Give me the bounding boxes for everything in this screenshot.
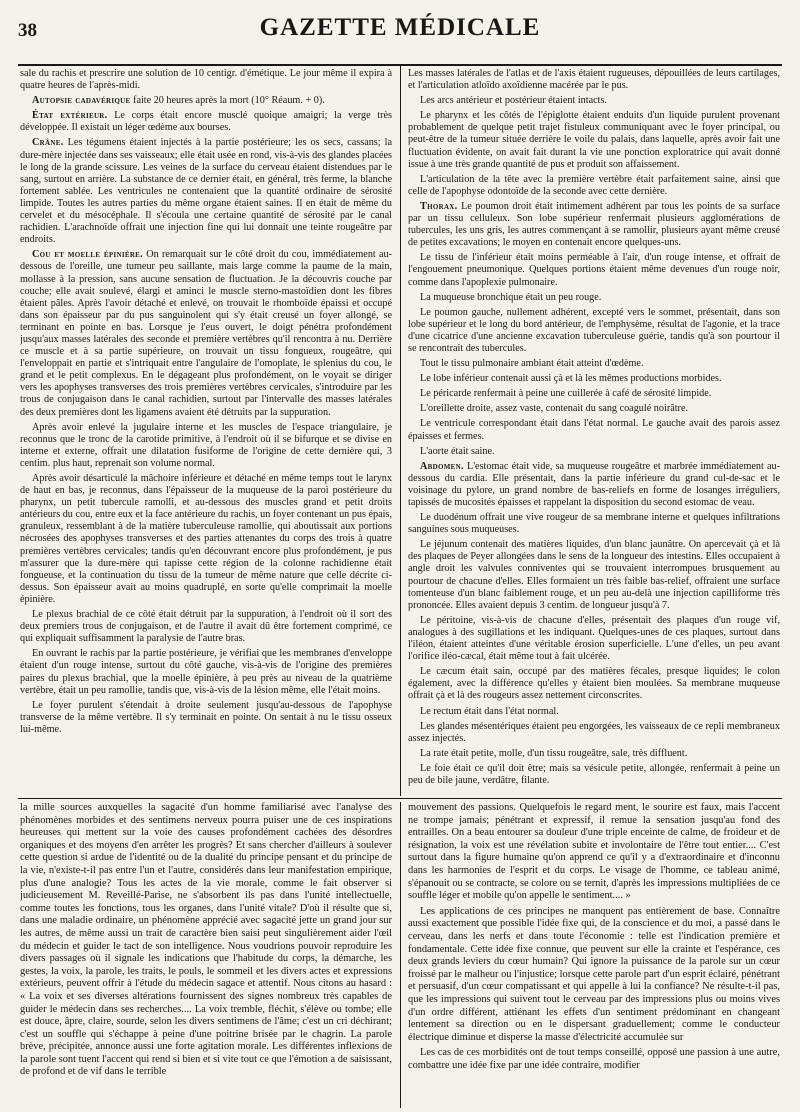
- paragraph-text: Le tissu de l'inférieur était moins perméable à l'air, d'un rouge intense, et offrait de l'engouement pneumonique. Quelques portions étaient même devenues d'un rouge noir, comme dans l'apoplexie pulmonaire.: [408, 252, 780, 288]
- feuilleton-left-column: [20, 802, 392, 1108]
- journal-masthead: GAZETTE MÉDICALE: [259, 14, 541, 41]
- paragraph-text: Le lobe inférieur contenait aussi çà et là les mêmes productions morbides.: [420, 373, 722, 385]
- feuilleton-right-column: [408, 802, 780, 1108]
- paragraph-text: Le jéjunum contenait des matières liquides, d'un blanc jaunâtre. On apercevait çà et là des plaques de Peyer allongées dans le sens de la longueur des intestins. Elles occupaient à angle droit les valvules conniventes qui se trouvaient interrompues brusquement au pourtour de chacune d'elles. Elles formaient un très faible bas-relief, offraient une surface tomenteuse d'un blanc faiblement rouge, et un peu au-delà une injection capilliforme très prononcée. Elles avaient depuis 3 centim. de longueur jusqu'à 7.: [408, 539, 780, 611]
- paragraph: [408, 292, 780, 304]
- paragraph: [408, 539, 780, 612]
- paragraph: [20, 137, 392, 246]
- paragraph-text: faite 20 heures après la mort (10° Réaum. + 0).: [133, 95, 325, 107]
- paragraph: [408, 174, 780, 198]
- paragraph: [20, 95, 392, 107]
- paragraph: [408, 706, 780, 718]
- paragraph: [408, 403, 780, 415]
- section-label: État extérieur.: [32, 110, 108, 122]
- feuilleton-rule: [18, 798, 782, 799]
- paragraph: [408, 110, 780, 170]
- section-label: Thorax.: [420, 200, 458, 212]
- page-header: [18, 6, 782, 46]
- section-label: Cou et moelle épinière.: [32, 249, 143, 261]
- paragraph: [20, 110, 392, 134]
- paragraph: [408, 615, 780, 663]
- paragraph-text: Le foie était ce qu'il doit être; mais sa vésicule petite, allongée, renfermait à peine un peu de bile jaune, verdâtre, filante.: [408, 762, 780, 786]
- paragraph-text: La muqueuse bronchique était un peu rouge.: [420, 291, 602, 303]
- paragraph-text: Le corps était encore musclé quoique amaigri; la verge très développée. Il existait un léger œdème aux bourses.: [20, 110, 392, 134]
- paragraph: [20, 473, 392, 606]
- paragraph: [408, 666, 780, 702]
- paragraph-text: Le poumon gauche, nullement adhérent, excepté vers le sommet, présentait, dans son lobe supérieur et le long du bord antérieur, de l'emphysème, résultat de l'agonie, et la trace d'une cicatrice d'une ancienne excavation tuberculeuse guérie, tandis qu'à son pourtour il se rencontrait des tubercules.: [408, 306, 780, 354]
- paragraph: [408, 763, 780, 787]
- paragraph: [20, 68, 392, 92]
- paragraph-text: L'articulation de la tête avec la première vertèbre était parfaitement saine, ainsi que celle de l'apophyse odontoïde de la seconde avec cette dernière.: [408, 173, 780, 197]
- paragraph-text: Le péritoine, vis-à-vis de chacune d'elles, présentait des plaques d'un rouge vif, analogues à des sugillations et les indiquant. Quelques-unes de ces plaques, surtout dans l'iléon, étaient atteintes d'une véritable érosion superficielle. L'une d'elles, un peu avant l'orifice iléo-cæcal, était même tout à fait ulcérée.: [408, 614, 780, 663]
- paragraph-text: Après avoir désarticulé la mâchoire inférieure et détaché en même temps tout le larynx de haut en bas, je reconnus, dans l'épaisseur de la muqueuse de la paroi postérieure du pharynx, un petit tubercule ramolli, et au-dessous des muscles grand et petit droits antérieurs du cou, entre eux et la face antérieure du rachis, un foyer contenant un pus épais, granuleux, ressemblant à de la matière tuberculeuse ramollie, qui aboutissait aux portions nécrosées des apophyses transverses et des parties attenantes du corps des trois à quatre premières vertèbres cervicales; tandis qu'en découvrant encore plus profondément, je pus m'assurer que la dure-mère qui tapisse cette région de la colonne rachidienne était fongueuse, et la continuation du tissu de la tumeur de même nature que celle décrite ci-dessus. Son épaisseur avait au moins quadruplé, en sorte qu'elle comprimait la moelle épinière.: [20, 473, 392, 605]
- section-label: Autopsie cadavérique: [32, 95, 131, 107]
- paragraph-text: Le duodénum offrait une vive rougeur de sa membrane interne et quelques infiltrations sanguines sous muqueuses.: [408, 512, 780, 536]
- paragraph-text: Les masses latérales de l'atlas et de l'axis étaient rugueuses, dépouillées de leurs cartilages, et l'articulation atloïdo axoïdienne macérée par le pus.: [408, 68, 780, 92]
- paragraph: [408, 252, 780, 288]
- paragraph: [408, 446, 780, 458]
- right-column: [408, 68, 780, 796]
- paragraph-text: Les glandes mésentériques étaient peu engorgées, les vaisseaux de ce repli membraneux assez injectés.: [408, 720, 780, 744]
- paragraph: [408, 1047, 780, 1072]
- paragraph-text: L'oreillette droite, assez vaste, contenait du sang coagulé noirâtre.: [420, 403, 689, 415]
- paragraph-text: Le pharynx et les côtés de l'épiglotte étaient enduits d'un liquide purulent provenant probablement de quelque petit trajet fistuleux communiquant avec le foyer principal, ou peut-être de la tumeur située derrière le voile du palais, dans laquelle, après avoir fait une fluctuation évidente, on avait fait durant la vie une ponction exploratrice qui avait donné issue à une très grande quantité de pus et produit son affaissement.: [408, 110, 780, 170]
- paragraph: [408, 388, 780, 400]
- paragraph: [408, 748, 780, 760]
- page-number: 38: [18, 20, 37, 41]
- paragraph: [20, 802, 392, 1079]
- paragraph-text: Le poumon droit était intimement adhérent par tous les points de sa surface par un tissu celluleux. Son lobe supérieur renfermait plusieurs agglomérations de tubercules, les uns gris, les autres commençant à se ramollir, plusieurs ayant même creusé de petites excavations; le moyen en contenait encore quelques-uns.: [408, 200, 780, 249]
- paragraph: [408, 68, 780, 92]
- paragraph-text: Tout le tissu pulmonaire ambiant était atteint d'œdème.: [420, 358, 644, 370]
- paragraph: [408, 418, 780, 442]
- paragraph-text: Le foyer purulent s'étendait à droite seulement jusqu'au-dessous de l'apophyse transverse de la même vertèbre. Il s'y terminait en pointe. On sentait à nu le tissu osseux lui-même.: [20, 699, 392, 735]
- paragraph: [408, 358, 780, 370]
- paragraph-text: On remarquait sur le côté droit du cou, immédiatement au-dessous de l'oreille, une tumeur peu saillante, mais large comme la paume de la main, mollasse à la pression, sans aucune sensation de fluctuation. Je la découvris couche par couche; elle avait soulevé, élargi et aminci le muscle sterno-mastoïdien dont les fibres étaient pâles. Après l'avoir détaché et enlevé, on trouvait le rhomboïde épaissi et occupé dans son épaisseur par du pus sanguinolent qui s'y était creusé un foyer allongé, se terminant en pointe en bas. Lorsque je l'eus ouvert, le doigt pénétra profondément jusqu'aux masses latérales des seconde et première vertèbres qu'il rencontra à nu. Derrière ce muscle et à sa partie supérieure, on trouvait un tissu fongueux, rougeâtre, qui l'enveloppait en partie et s'intriquait entre l'angulaire de l'omoplate, le splenius du cou, le grand et le petit complexus. En le dégageant plus profondément, on le voyait se diriger vers les apophyses transverses des trois premières vertèbres cervicales, s'introduire par les trous de conjugaison dans le canal rachidien, surtout par l'intervalle des masses latérales des deux premières dont les ligamens avaient été détruits par la suppuration.: [20, 249, 392, 418]
- paragraph: [408, 512, 780, 536]
- section-label: Abdomen.: [420, 460, 464, 472]
- paragraph-text: Les cas de ces morbidités ont de tout temps conseillé, opposé une passion à une autre, combattre une idée fixe par une idée contraire, modifier: [408, 1047, 780, 1071]
- paragraph-text: L'estomac était vide, sa muqueuse rougeâtre et marbrée immédiatement au-dessous du cardia. Elle présentait, dans la partie inférieure du grand cul-de-sac et le voisinage du pylore, un grand nombre de bas-reliefs en forme de losanges irréguliers, tapissés de mucosités épaisses et rappelant la disposition du second estomac de veau.: [408, 460, 780, 508]
- section-label: Crâne.: [32, 137, 64, 149]
- paragraph-text: sale du rachis et prescrire une solution de 10 centigr. d'émétique. Le jour même il expira à quatre heures de l'après-midi.: [20, 68, 392, 92]
- paragraph-text: Le péricarde renfermait à peine une cuillerée à café de sérosité limpide.: [420, 388, 712, 400]
- paragraph: [408, 95, 780, 107]
- paragraph-text: Le rectum était dans l'état normal.: [420, 705, 559, 717]
- paragraph: [20, 648, 392, 696]
- paragraph: [408, 721, 780, 745]
- paragraph-text: la mille sources auxquelles la sagacité d'un homme familiarisé avec l'analyse des phénomènes morbides et des sentimens nerveux pourra puiser une de ces inspirations heureuses qui mettent sur la voie des causes profondément cachées des désordres organiques et des moyens d'en arrêter les progrès? Et sans chercher d'ailleurs à soulever cette question si ardue de l'identité ou de la dualité du principe pensant et du principe de la vie, n'existe-t-il pas entre l'un et l'autre, considérés dans leur manifestation empirique, plus d'une analogie? Tous les actes de la vie morale, comme le fait observer si judicieusement M. Reveillé-Parise, ne s'absorbent ils pas dans l'unité intellectuelle, comme toutes les fonctions, tous les organes, dans l'unité vitale? D'où il résulte que si, dans une maladie ordinaire, un phénomène apprécié avec sagacité jette un grand jour sur les autres, de même aussi un trait de caractère bien saisi peut singulièrement aider l'œil du médecin et guider le tact de son intelligence. Nous voudrions pouvoir reproduire les divers passages où il signale les indications que l'habitude du corps, la démarche, les gestes, la voix, la parole, les traits, le pouls, le sommeil et les divers actes et expressions extérieurs, peuvent offrir à l'étude du médecin sagace et attentif. Nous citons au hasard : « La voix et ses diverses altérations fournissent des signes nombreux très capables de guider le médecin dans ses recherches.... La voix tremble, fléchit, s'élève ou tombe; elle est douce, âpre, claire, sourde, selon les divers sentimens de l'âme; c'est un cri déchirant; c'est un souffle qui s'échappe à peine d'une poitrine brisée par le chagrin. La parole brève, précipitée, annonce aussi une forte agitation morale. Les différentes inflexions de la parole sont tuent l'accent qui rend si bien et si vite tout ce que l'émotion a de saisissant, de profond et de vif dans le terrible: [20, 802, 392, 1078]
- left-column: [20, 68, 392, 796]
- paragraph-text: Le plexus brachial de ce côté était détruit par la suppuration, à l'endroit où il sort des deux premiers trous de conjugaison, et de l'autre il avait dû être fortement comprimé, ce qui expliquait suffisamment la paralysie de l'autre bras.: [20, 609, 392, 645]
- paragraph-text: Le cæcum était sain, occupé par des matières fécales, presque liquides; le colon également, avec la différence qu'elles y étaient bien moulées. Sa membrane muqueuse offrait çà et là des rougeurs assez nettement circonscrites.: [408, 666, 780, 702]
- paragraph: [408, 802, 780, 903]
- paragraph: [20, 700, 392, 736]
- feuilleton-separator: [400, 802, 401, 1108]
- paragraph-text: Le ventricule correspondant était dans l'état normal. Le gauche avait des parois assez épaisses et fermes.: [408, 418, 780, 442]
- paragraph-text: La rate était petite, molle, d'un tissu rougeâtre, sale, très diffluent.: [420, 747, 688, 759]
- paragraph-text: L'aorte était saine.: [420, 445, 495, 457]
- paragraph: [408, 307, 780, 355]
- paragraph-text: Les tégumens étaient injectés à la partie postérieure; les os secs, cassans; la dure-mère injectée dans ses vaisseaux; elle était usée en rond, vis-à-vis des glandes placées le long de la grande scissure. Les veines de la surface du cerveau étaient distendues par le sang, surtout en arrière. La substance de ce dernier était, en général, très ferme, la blanche fortement sablée. Les ventricules ne contenaient que la quantité ordinaire de sérosité limpide. Toutes les autres parties du même organe étaient saines. Il en était de même du cervelet et du mésocéphale. Il s'écoula une certaine quantité de sérosité par le canal rachidien. L'arachnoïde offrait une injection fine qui lui donnait une teinte rougeâtre par endroits.: [20, 137, 392, 246]
- paragraph-text: Après avoir enlevé la jugulaire interne et les muscles de l'espace triangulaire, je reconnus que le tronc de la carotide primitive, à l'endroit où il se bifurque et se divise en interne et externe, offrait une dilatation fusiforme de l'origine de cette dernière qui, 3 centim. plus haut, reprenait son volume normal.: [20, 421, 392, 469]
- paragraph-text: Les arcs antérieur et postérieur étaient intacts.: [420, 95, 607, 107]
- paragraph: [408, 201, 780, 249]
- paragraph: [408, 906, 780, 1045]
- paragraph-text: mouvement des passions. Quelquefois le regard ment, le sourire est faux, mais l'accent ne trompe jamais; pénétrant et expressif, il remue la sensation jusqu'au fond des entrailles. On a beau entourer sa douleur d'une triple enceinte de calme, de froideur et de résignation, la voix est une révélation subite et involontaire de l'être tout entier.... C'est surtout dans la figure humaine qu'on apprend ce qu'il y a d'extraordinaire et d'inconnu dans les harmonies de l'esprit et du corps. Le visage de l'homme, ce tableau animé, s'épanouit ou se contracte, se colore ou se ternit, d'après les impressions multipliées de ce souffle léger et mobile qu'on appelle le sentiment.... »: [408, 802, 780, 902]
- paragraph: [20, 609, 392, 645]
- column-separator: [400, 66, 401, 796]
- paragraph: [408, 373, 780, 385]
- paragraph: [20, 249, 392, 418]
- paragraph: [20, 422, 392, 470]
- paragraph-text: En ouvrant le rachis par la partie postérieure, je vérifiai que les membranes d'enveloppe étaient d'un rouge intense, surtout du côté gauche, vis-à-vis de l'origine des premières paires du plexus brachial, que la moelle épinière, à peu près au niveau de la quatrième vertèbre, était un peu ramollie, tandis que, vis-à-vis de la lésion même, elle l'était moins.: [20, 648, 392, 696]
- paragraph-text: Les applications de ces principes ne manquent pas entièrement de base. Connaître aussi exactement que possible l'idée fixe qui, de la conscience et du moi, a passé dans le cerveau, dans les nerfs et dans toute l'économie : telle est l'indication première et fondamentale. Cette idée fixe connue, que peuvent sur elle la crainte et l'espérance, ces deux grands leviers du cœur humain? Qui ignore la puissance de la parole sur un cœur froissé par le malheur ou l'injustice; lorsque cette parole part d'un esprit éclairé, pénétrant et persuasif, d'un cœur compatissant et qui appelle à lui la confiance? Ne résulte-t-il pas, que les impressions qui suivent tout le cerveau par des impressions plus ou moins vives d'un ordre différent, attiénant les effets d'un sentiment prédominant en changeant lentement sa direction ou en le dispersant graduellement; comme le conducteur électrique diminue et disperse la masse d'électricité accumulée sur: [408, 905, 780, 1043]
- paragraph: [408, 461, 780, 509]
